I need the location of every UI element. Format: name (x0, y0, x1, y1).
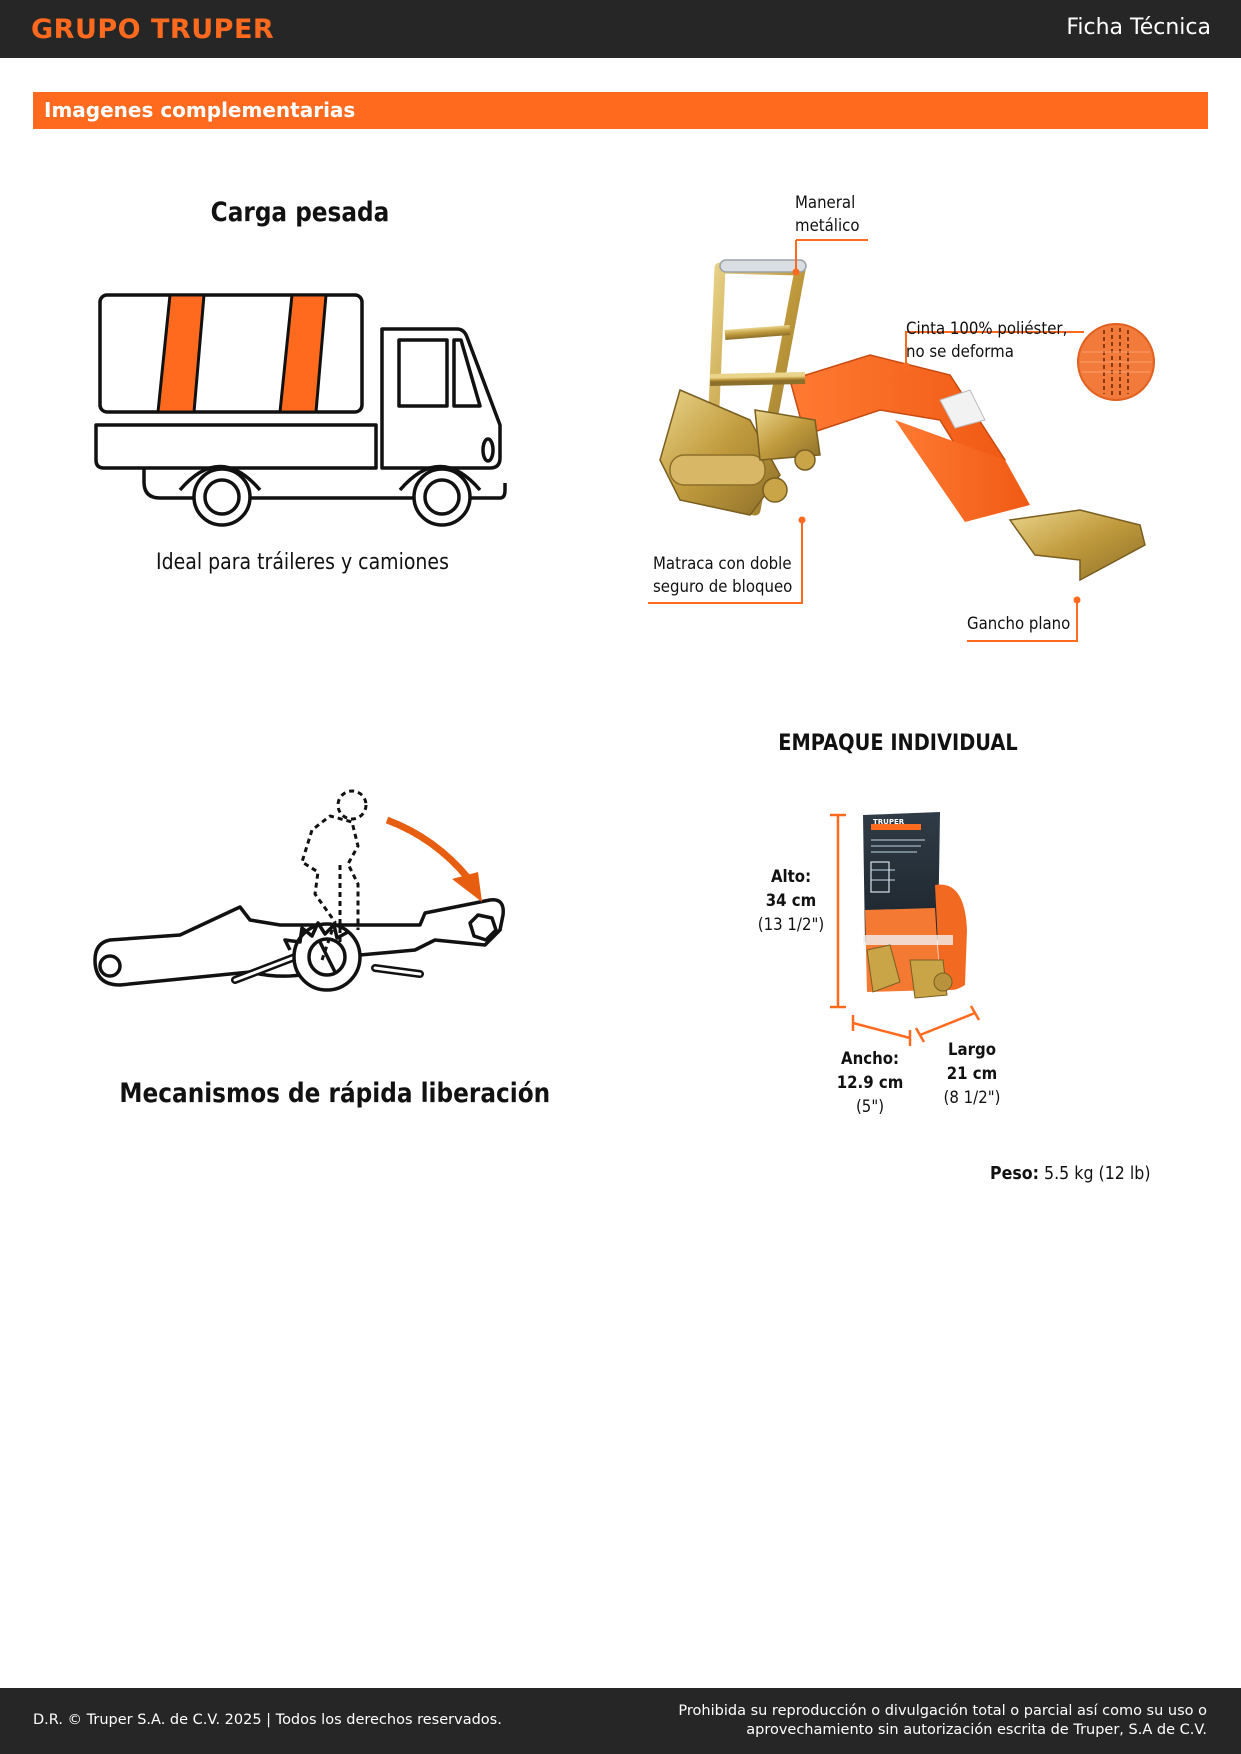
top-header-bar (0, 0, 1241, 58)
footer-legal-line1: Prohibida su reproducción o divulgación total o parcial así como su uso o (678, 1703, 1207, 1719)
truck-icon (90, 285, 510, 535)
callout-strap-line2: no se deforma (906, 342, 1014, 362)
ancho-imperial: (5") (855, 1097, 885, 1117)
section-title: Imagenes complementarias (44, 98, 356, 122)
ratchet-release-icon (90, 780, 510, 1020)
dimension-alto (751, 865, 830, 937)
truck-panel-caption: Ideal para tráileres y camiones (156, 550, 449, 575)
footer-legal-line2: aprovechamiento sin autorización escrita de Truper, S.A de C.V. (746, 1722, 1207, 1738)
dimension-ancho (830, 1047, 909, 1119)
callout-handle-line2: metálico (795, 216, 860, 236)
weight-label: Peso: (990, 1163, 1040, 1184)
ancho-label: Ancho: (840, 1049, 899, 1069)
alto-imperial: (13 1/2") (757, 915, 825, 935)
callout-ratchet-line1: Matraca con doble (653, 554, 792, 574)
package-panel-title: EMPAQUE INDIVIDUAL (778, 731, 1018, 756)
document-title: Ficha Técnica (1066, 15, 1211, 40)
dimension-largo (932, 1038, 1011, 1110)
mechanism-panel-title: Mecanismos de rápida liberación (119, 1078, 551, 1109)
package-weight (990, 1163, 1151, 1184)
section-header (33, 92, 1208, 129)
weight-value: 5.5 kg (12 lb) (1044, 1163, 1151, 1184)
callout-strap (906, 318, 1067, 364)
package-box-brand: TRUPER (873, 818, 905, 826)
largo-label: Largo (947, 1040, 996, 1060)
largo-metric: 21 cm (946, 1064, 998, 1084)
largo-imperial: (8 1/2") (943, 1088, 1001, 1108)
callout-hook: Gancho plano (967, 614, 1071, 634)
callout-handle-line1: Maneral (795, 193, 856, 213)
alto-label: Alto: (770, 867, 812, 887)
ancho-metric: 12.9 cm (836, 1073, 904, 1093)
footer-copyright: D.R. © Truper S.A. de C.V. 2025 | Todos los derechos reservados. (33, 1712, 502, 1728)
brand-logo: GRUPO TRUPER (31, 14, 275, 45)
callout-ratchet (653, 553, 792, 599)
alto-metric: 34 cm (765, 891, 817, 911)
package-dimension-lines (820, 810, 1000, 1060)
page-footer (0, 1688, 1241, 1754)
truck-panel-title: Carga pesada (210, 197, 390, 228)
callout-ratchet-line2: seguro de bloqueo (653, 577, 793, 597)
footer-legal-notice (678, 1702, 1207, 1740)
callout-handle (795, 192, 860, 238)
callout-strap-line1: Cinta 100% poliéster, (906, 319, 1068, 339)
